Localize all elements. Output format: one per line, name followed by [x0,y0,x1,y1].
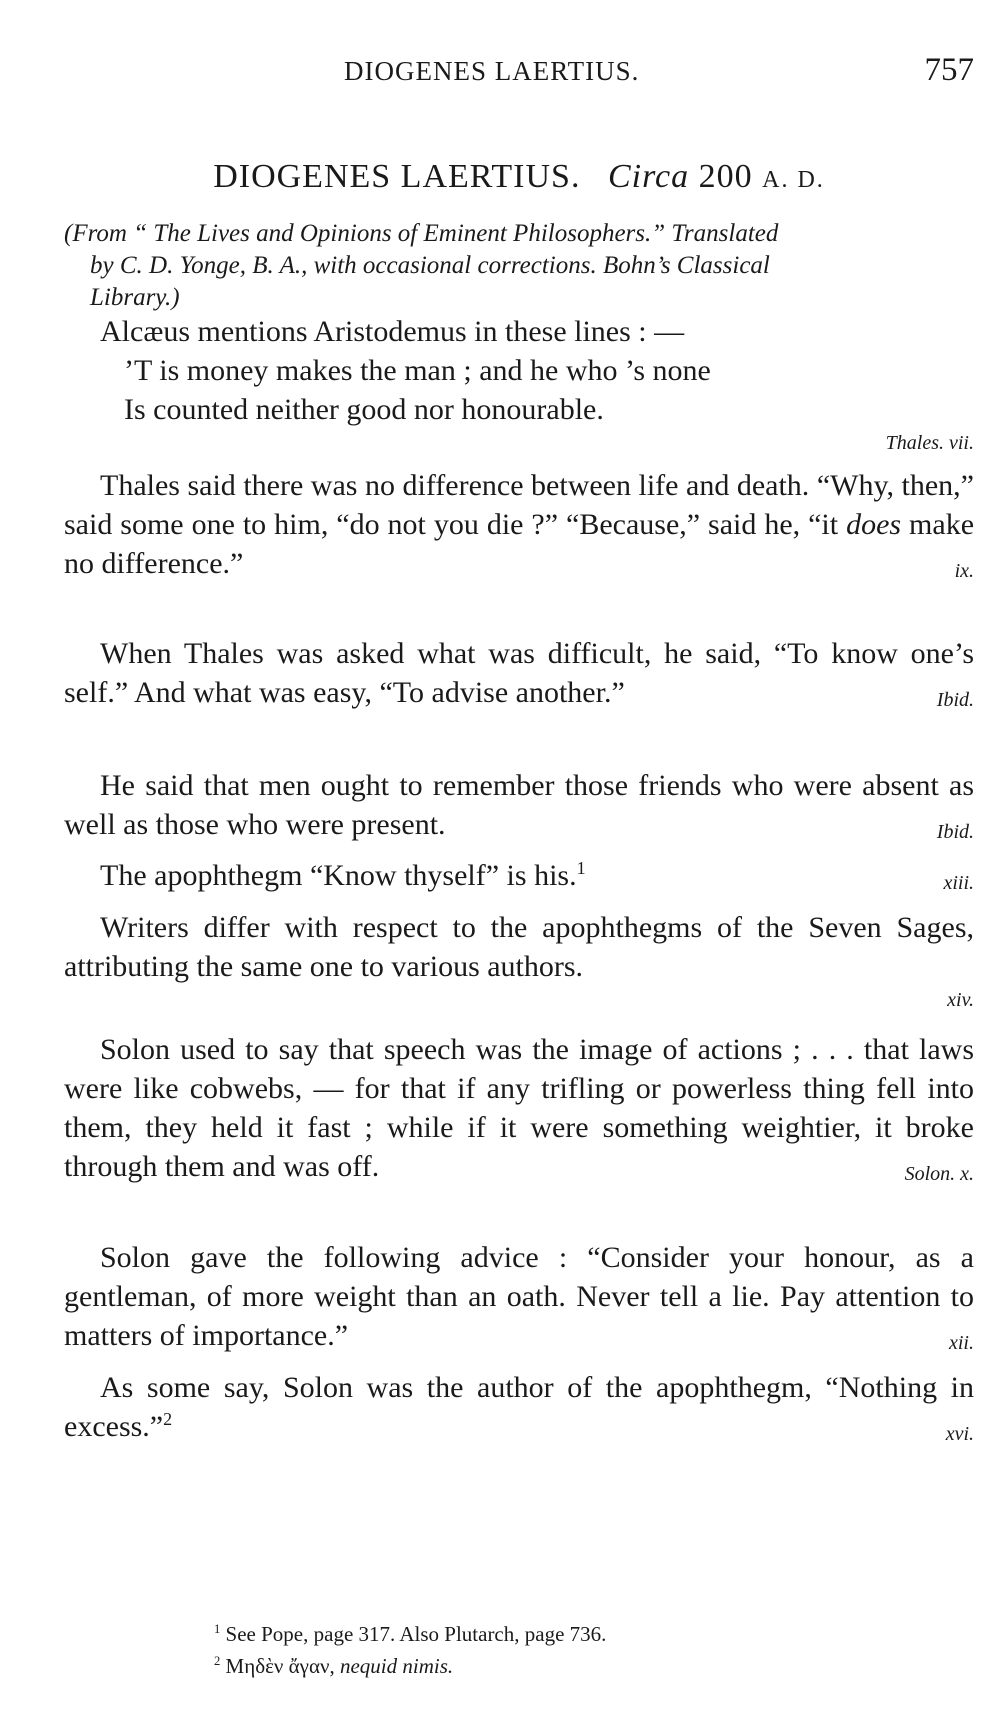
entry-text-part: He said that men ought to remember those friends who were absent as well as those who were present. [64,769,974,841]
author-name: DIOGENES LAERTIUS. [213,158,581,195]
footnotes [214,1618,914,1682]
entry-text-part: Solon gave the following advice : “Consider your honour, as a gentleman, of more weight than an oath. Never tell a lie. Pay attention to matters of importance.” [64,1241,974,1352]
entry-excess [64,1368,974,1454]
year: 200 [698,158,753,195]
page-number: 757 [924,52,974,88]
entry-text: Alcæus mentions Aristodemus in these lines : — [100,315,685,348]
footnote-mark: 2 [214,1654,221,1668]
citation: Thales. vii. [885,432,974,454]
source-note-line: Library.) [90,284,180,311]
running-head [64,52,974,92]
entry-text [64,766,974,844]
entry-text [64,856,974,895]
entry-alcaeus [64,312,974,457]
entry-advice [64,1238,974,1363]
citation: ix. [954,560,974,582]
entry-friends [64,766,974,852]
entry-sages [64,908,974,1014]
emphasis: does [846,508,902,541]
citation: Solon. x. [904,1163,974,1185]
citation: xvi. [945,1423,974,1445]
source-note-line: (From “ The Lives and Opinions of Eminent Philosophers.” Translated [64,220,779,247]
footnote-marker: 2 [163,1409,173,1429]
entry-text-part: The apophthegm “Know thyself” is his. [100,859,577,892]
footnote-latin: nequid nimis. [339,1654,454,1678]
entry-cobwebs [64,1030,974,1194]
footnote-text: See Pope, page 317. Also Plutarch, page 736. [225,1622,607,1646]
citation: xii. [949,1332,974,1354]
source-note-line: by C. D. Yonge, B. A., with occasional corrections. Bohn’s Classical [90,252,770,279]
entry-text-part: make no difference.” [64,508,975,580]
citation: Ibid. [936,821,974,843]
running-head-title: DIOGENES LAERTIUS. [344,56,640,86]
verse-line: ’T is money makes the man ; and he who ’s none [124,354,711,387]
book-page [64,0,974,1717]
circa-label: Circa [607,158,690,195]
footnote-2 [214,1650,914,1682]
entry-text: Writers differ with respect to the apophthegms of the Seven Sages, attributing the same one to various authors. [64,911,974,983]
entry-text [64,1238,974,1355]
entry-life-death [64,466,974,591]
entry-text-part: When Thales was asked what was difficult, he said, “To know one’s self.” And what was easy, “To advise another.” [64,637,974,709]
footnote-mark: 1 [214,1622,221,1636]
era: A. D. [762,167,825,193]
entry-text-part: Thales said there was no difference between life and death. “Why, then,” said some one to him, “do not you die ?” “Because,” said he, “it [64,469,974,541]
entry-know-thyself [64,856,974,903]
footnote-marker: 1 [576,858,586,878]
entry-text [64,1030,974,1186]
entry-text [64,466,974,583]
footnote-1 [214,1618,914,1650]
footnote-greek: Μηδὲν ἄγαν, [225,1654,335,1678]
entry-text [64,634,974,712]
verse-line: Is counted neither good nor honourable. [124,393,604,426]
entry-text-part: As some say, Solon was the author of the apophthegm, “Nothing in excess.” [64,1371,974,1443]
citation: Ibid. [936,689,974,711]
source-note [64,218,974,314]
entry-text [64,1368,974,1446]
entry-text-part: Solon used to say that speech was the image of actions ; . . . that laws were like cobwebs, — for that if any trifling or powerless thing fell into them, they held it fast ; while if it were something weightier, it broke through them and was off. [64,1033,974,1183]
chapter-heading [64,158,974,196]
citation: xiii. [943,872,974,894]
citation: xiv. [947,989,974,1011]
entry-difficult [64,634,974,720]
